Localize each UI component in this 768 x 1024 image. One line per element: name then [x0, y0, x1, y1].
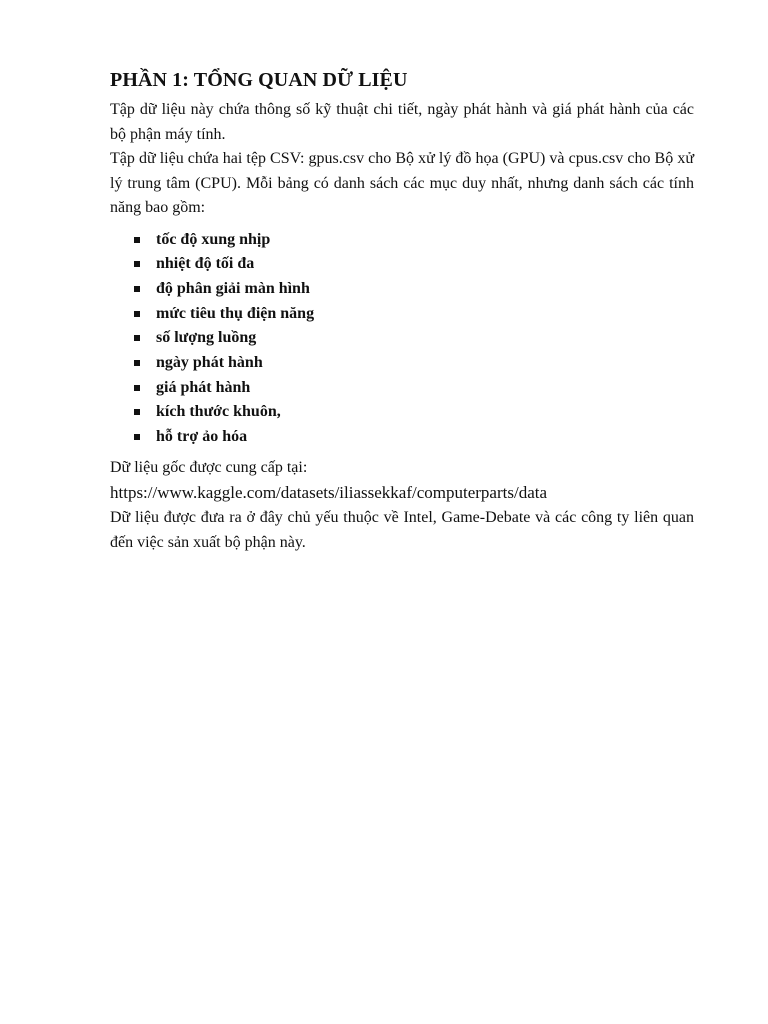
feature-text: nhiệt độ tối đa [156, 255, 255, 273]
square-bullet-icon [134, 311, 140, 317]
feature-text: kích thước khuôn, [156, 403, 281, 421]
square-bullet-icon [134, 261, 140, 267]
list-item [134, 376, 694, 401]
feature-text: tốc độ xung nhịp [156, 230, 271, 248]
section-title: PHẦN 1: TỔNG QUAN DỮ LIỆU [110, 69, 408, 91]
source-label: Dữ liệu gốc được cung cấp tại: [110, 458, 308, 476]
square-bullet-icon [134, 409, 140, 415]
list-item [134, 326, 694, 351]
feature-text: giá phát hành [156, 378, 251, 396]
list-item [134, 228, 694, 253]
closing-paragraph: Dữ liệu được đưa ra ở đây chủ yếu thuộc về Intel, Game-Debate và các công ty liên quan đến việc sản xuất bộ phận này. [110, 509, 694, 551]
square-bullet-icon [134, 385, 140, 391]
feature-text: số lượng luồng [156, 329, 257, 347]
source-url-link[interactable]: https://www.kaggle.com/datasets/iliassekkaf/computerparts/data [110, 483, 548, 503]
feature-text: mức tiêu thụ điện năng [156, 304, 315, 322]
feature-text: ngày phát hành [156, 354, 263, 372]
square-bullet-icon [134, 286, 140, 292]
feature-text: hỗ trợ ảo hóa [156, 428, 248, 446]
square-bullet-icon [134, 360, 140, 366]
list-item [134, 351, 694, 376]
section-content [110, 66, 694, 555]
feature-list [110, 228, 694, 450]
list-item [134, 252, 694, 277]
list-item [134, 400, 694, 425]
intro-paragraph: Tập dữ liệu này chứa thông số kỹ thuật chi tiết, ngày phát hành và giá phát hành của các bộ phận máy tính. [110, 101, 694, 143]
feature-text: độ phân giải màn hình [156, 279, 310, 297]
square-bullet-icon [134, 434, 140, 440]
square-bullet-icon [134, 335, 140, 341]
list-item [134, 277, 694, 302]
list-item [134, 302, 694, 327]
files-description-paragraph: Tập dữ liệu chứa hai tệp CSV: gpus.csv cho Bộ xử lý đồ họa (GPU) và cpus.csv cho Bộ xử lý trung tâm (CPU). Mỗi bảng có danh sách các mục duy nhất, nhưng danh sách các tính năng bao gồm: [110, 150, 694, 216]
square-bullet-icon [134, 237, 140, 243]
list-item [134, 425, 694, 450]
